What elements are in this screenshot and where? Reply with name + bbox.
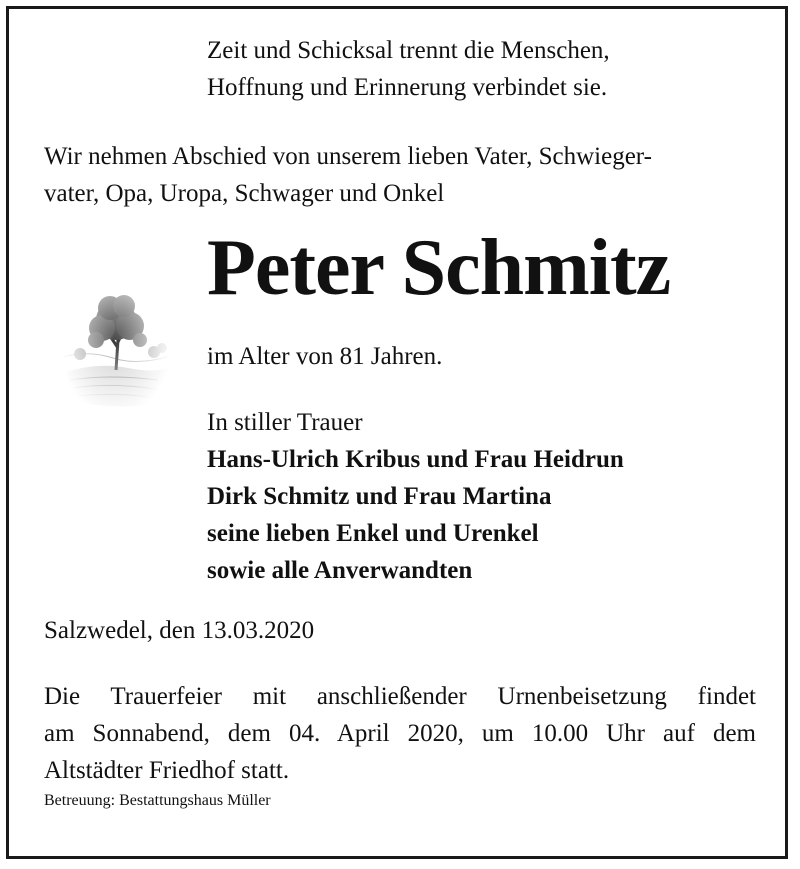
- mourner-name: Dirk Schmitz und Frau Martina: [207, 483, 552, 510]
- ceremony-line-1: Die Trauerfeier mit anschließender Urnenbeisetzung findet: [44, 683, 756, 710]
- deceased-name: Peter Schmitz: [207, 224, 671, 312]
- intro-line-2: vater, Opa, Uropa, Schwager und Onkel: [44, 180, 445, 207]
- motto-line-1: Zeit und Schicksal trennt die Menschen,: [207, 37, 610, 64]
- mourner-name: seine lieben Enkel und Urenkel: [207, 520, 539, 547]
- mourners-block: [207, 404, 624, 589]
- age-text: im Alter von 81 Jahren.: [207, 343, 443, 370]
- farewell-intro: [44, 138, 759, 212]
- tree-landscape-icon: [58, 262, 173, 417]
- mourner-name: sowie alle Anverwandten: [207, 557, 473, 584]
- ceremony-line-3: Altstädter Friedhof statt.: [44, 757, 290, 784]
- mourning-intro: In stiller Trauer: [207, 409, 363, 436]
- funeral-announcement: [44, 678, 756, 789]
- ceremony-line-2: am Sonnabend, dem 04. April 2020, um 10.00 Uhr auf dem: [44, 720, 756, 747]
- motto: [207, 32, 610, 106]
- place-and-date: Salzwedel, den 13.03.2020: [44, 617, 315, 644]
- motto-line-2: Hoffnung und Erinnerung verbindet sie.: [207, 74, 608, 101]
- mourner-name: Hans-Ulrich Kribus und Frau Heidrun: [207, 446, 624, 473]
- funeral-home-credit: Betreuung: Bestattungshaus Müller: [44, 792, 271, 809]
- intro-line-1: Wir nehmen Abschied von unserem lieben Vater, Schwieger-: [44, 143, 652, 170]
